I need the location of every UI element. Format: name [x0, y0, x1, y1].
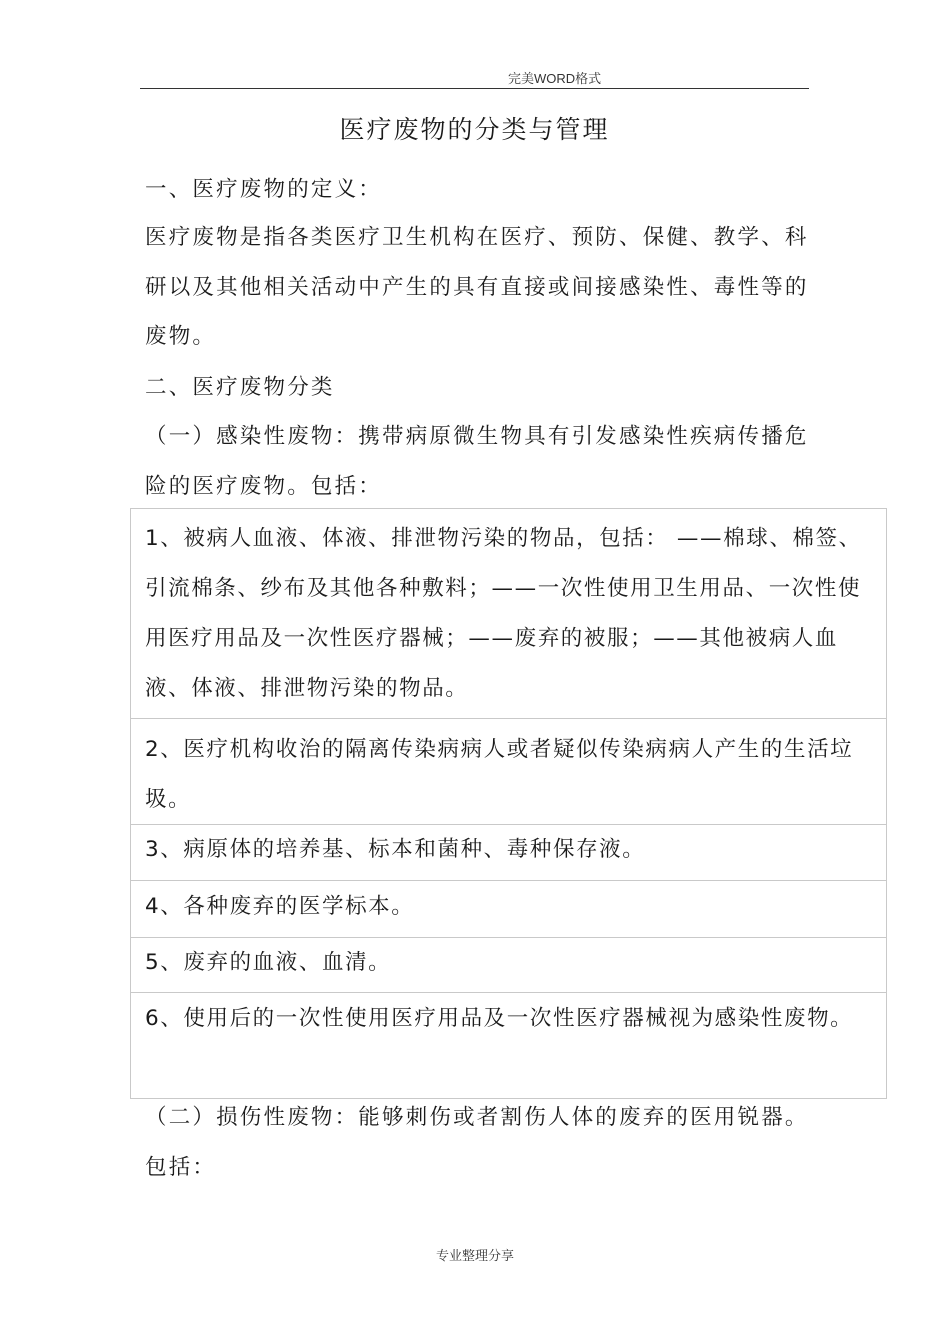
page-footer-text: 专业整理分享 [435, 1249, 514, 1264]
table-row [131, 824, 886, 881]
category-sharps-intro: （二）损伤性废物：能够刺伤或者割伤人体的废弃的医用锐器。包括： [145, 1105, 809, 1180]
item-text: 2、医疗机构收治的隔离传染病病人或者疑似传染病病人产生的生活垃圾。 [145, 737, 854, 812]
table-row [131, 882, 886, 937]
item-text: 5、废弃的血液、血清。 [145, 950, 392, 975]
item-text: 4、各种废弃的医学标本。 [145, 894, 415, 919]
item-text: 6、使用后的一次性使用医疗用品及一次性医疗器械视为感染性废物。 [145, 1006, 854, 1031]
section-heading-classification: 二、医疗废物分类 [145, 375, 335, 400]
table-row [131, 511, 886, 719]
table-row [131, 937, 886, 993]
document-title: 医疗废物的分类与管理 [339, 115, 610, 144]
item-text: 1、被病人血液、体液、排泄物污染的物品，包括： ——棉球、棉签、引流棉条、纱布及其他各种敷料；——一次性使用卫生用品、一次性使用医疗用品及一次性医疗器械；——废弃的被服；——其他被病人血液、体液、排泄物污染的物品。 [145, 526, 862, 701]
table-row [131, 719, 886, 824]
infectious-waste-item-table [130, 508, 887, 1099]
definition-paragraph: 医疗废物是指各类医疗卫生机构在医疗、预防、保健、教学、科研以及其他相关活动中产生的具有直接或间接感染性、毒性等的废物。 [145, 225, 809, 349]
header-rule [140, 88, 809, 89]
table-row [131, 994, 886, 1098]
page-header-text: 完美WORD格式 [508, 71, 602, 86]
category-infectious-intro: （一）感染性废物：携带病原微生物具有引发感染性疾病传播危险的医疗废物。包括： [145, 424, 809, 499]
item-text: 3、病原体的培养基、标本和菌种、毒种保存液。 [145, 837, 646, 862]
section-heading-definition: 一、医疗废物的定义： [145, 177, 383, 202]
